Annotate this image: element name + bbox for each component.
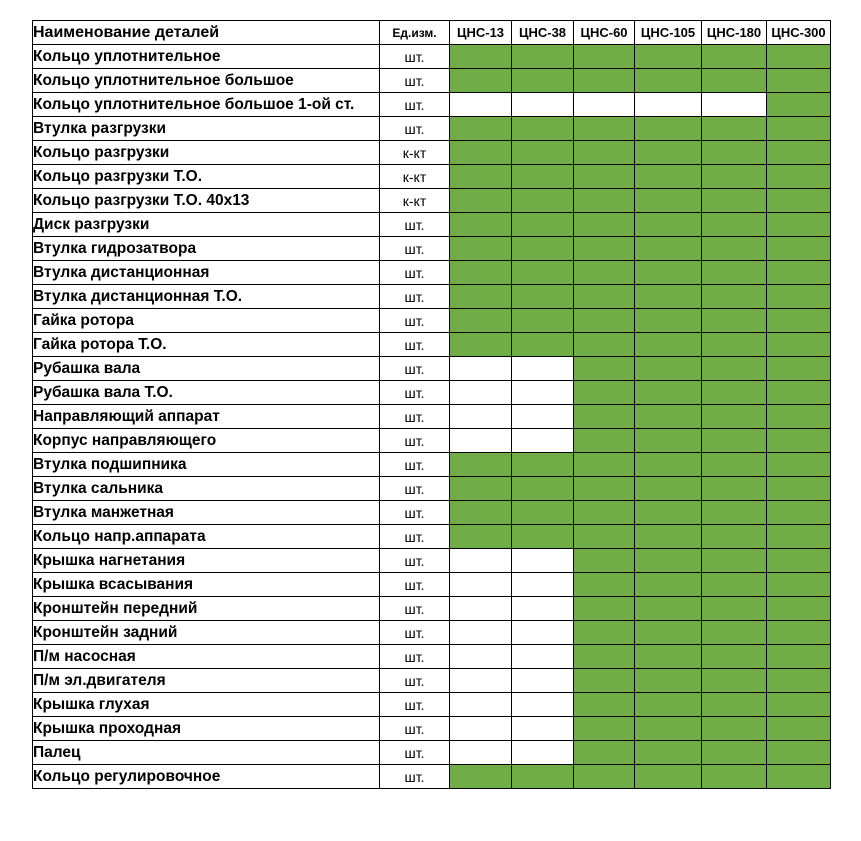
availability-cell [635,357,702,381]
availability-cell [767,189,831,213]
availability-cell [574,573,635,597]
availability-cell [702,213,767,237]
part-name: Крышка глухая [33,693,380,717]
part-name: Кольцо уплотнительное большое 1-ой ст. [33,93,380,117]
column-header-model: ЦНС-60 [574,21,635,45]
availability-cell [767,741,831,765]
availability-cell [702,501,767,525]
part-unit: шт. [380,501,450,525]
availability-cell [767,69,831,93]
availability-cell [512,405,574,429]
part-name: Гайка ротора [33,309,380,333]
table-row [33,429,831,453]
availability-cell [574,621,635,645]
table-row [33,549,831,573]
part-unit: шт. [380,285,450,309]
availability-cell [574,765,635,789]
availability-cell [635,477,702,501]
part-unit: шт. [380,765,450,789]
availability-cell [635,549,702,573]
availability-cell [450,477,512,501]
part-name: Втулка разгрузки [33,117,380,141]
availability-cell [574,45,635,69]
availability-cell [512,765,574,789]
availability-cell [512,693,574,717]
part-unit: шт. [380,597,450,621]
availability-cell [702,645,767,669]
part-name: Втулка гидрозатвора [33,237,380,261]
availability-cell [702,165,767,189]
availability-cell [635,381,702,405]
availability-cell [512,141,574,165]
availability-cell [512,573,574,597]
availability-cell [450,165,512,189]
part-name: Кольцо разгрузки Т.О. [33,165,380,189]
availability-cell [635,693,702,717]
availability-cell [702,237,767,261]
availability-cell [512,237,574,261]
availability-cell [767,405,831,429]
availability-cell [574,597,635,621]
table-row [33,285,831,309]
availability-cell [702,333,767,357]
table-row [33,765,831,789]
availability-cell [450,573,512,597]
availability-cell [512,621,574,645]
availability-cell [635,501,702,525]
availability-cell [702,741,767,765]
availability-cell [767,261,831,285]
availability-cell [512,717,574,741]
availability-cell [635,69,702,93]
table-row [33,189,831,213]
availability-cell [702,765,767,789]
availability-cell [767,549,831,573]
table-row [33,45,831,69]
part-unit: шт. [380,525,450,549]
availability-cell [767,429,831,453]
part-name: Кольцо разгрузки [33,141,380,165]
part-name: Крышка нагнетания [33,549,380,573]
availability-cell [702,717,767,741]
part-unit: шт. [380,45,450,69]
availability-cell [512,285,574,309]
availability-cell [635,237,702,261]
table-row [33,597,831,621]
availability-cell [512,453,574,477]
availability-cell [574,141,635,165]
availability-cell [512,669,574,693]
availability-cell [767,621,831,645]
part-unit: шт. [380,669,450,693]
table-row [33,381,831,405]
part-name: Рубашка вала Т.О. [33,381,380,405]
part-name: Рубашка вала [33,357,380,381]
availability-cell [450,525,512,549]
part-name: Втулка сальника [33,477,380,501]
availability-cell [702,693,767,717]
part-unit: шт. [380,429,450,453]
availability-cell [450,765,512,789]
availability-cell [635,261,702,285]
availability-cell [635,213,702,237]
table-row [33,309,831,333]
availability-cell [702,189,767,213]
availability-cell [450,645,512,669]
column-header-model: ЦНС-105 [635,21,702,45]
availability-cell [702,381,767,405]
parts-availability-table [32,20,831,789]
part-unit: шт. [380,93,450,117]
part-unit: шт. [380,69,450,93]
part-unit: к-кт [380,165,450,189]
part-name: Кольцо разгрузки Т.О. 40х13 [33,189,380,213]
part-unit: шт. [380,621,450,645]
availability-cell [450,213,512,237]
availability-cell [574,357,635,381]
part-unit: к-кт [380,189,450,213]
availability-cell [767,525,831,549]
availability-cell [450,141,512,165]
availability-cell [574,741,635,765]
availability-cell [702,477,767,501]
availability-cell [574,285,635,309]
part-name: П/м насосная [33,645,380,669]
availability-cell [574,117,635,141]
availability-cell [767,477,831,501]
table-row [33,669,831,693]
availability-cell [635,717,702,741]
part-unit: шт. [380,357,450,381]
availability-cell [512,741,574,765]
availability-cell [450,93,512,117]
table-row [33,477,831,501]
availability-cell [450,309,512,333]
availability-cell [635,165,702,189]
availability-cell [767,645,831,669]
availability-cell [512,645,574,669]
availability-cell [574,333,635,357]
availability-cell [635,189,702,213]
availability-cell [767,213,831,237]
availability-cell [702,93,767,117]
availability-cell [450,45,512,69]
part-name: Втулка дистанционная [33,261,380,285]
availability-cell [702,309,767,333]
availability-cell [574,477,635,501]
availability-cell [574,669,635,693]
part-name: Кольцо уплотнительное [33,45,380,69]
availability-cell [702,429,767,453]
availability-cell [767,237,831,261]
table-row [33,213,831,237]
part-unit: шт. [380,261,450,285]
column-header-model: ЦНС-38 [512,21,574,45]
availability-cell [702,69,767,93]
availability-cell [767,717,831,741]
availability-cell [702,405,767,429]
table-row [33,93,831,117]
availability-cell [702,669,767,693]
availability-cell [635,525,702,549]
availability-cell [512,213,574,237]
column-header-model: ЦНС-300 [767,21,831,45]
column-header-name: Наименование деталей [33,21,380,45]
availability-cell [767,333,831,357]
availability-cell [450,501,512,525]
availability-cell [767,669,831,693]
availability-cell [702,549,767,573]
availability-cell [702,45,767,69]
availability-cell [767,501,831,525]
availability-cell [702,573,767,597]
table-row [33,261,831,285]
availability-cell [450,237,512,261]
availability-cell [512,549,574,573]
table-row [33,333,831,357]
table-row [33,117,831,141]
availability-cell [702,357,767,381]
table-row [33,141,831,165]
availability-cell [512,333,574,357]
availability-cell [450,189,512,213]
availability-cell [450,429,512,453]
availability-cell [450,669,512,693]
availability-cell [767,141,831,165]
availability-cell [574,237,635,261]
availability-cell [450,261,512,285]
availability-cell [635,309,702,333]
availability-cell [702,141,767,165]
availability-cell [767,453,831,477]
availability-cell [767,285,831,309]
availability-cell [512,117,574,141]
availability-cell [574,309,635,333]
table-row [33,453,831,477]
availability-cell [512,381,574,405]
availability-cell [635,597,702,621]
availability-cell [635,669,702,693]
availability-cell [512,597,574,621]
part-unit: шт. [380,381,450,405]
availability-cell [574,717,635,741]
part-unit: шт. [380,645,450,669]
availability-cell [702,285,767,309]
part-name: Палец [33,741,380,765]
table-row [33,717,831,741]
availability-cell [450,285,512,309]
availability-cell [450,69,512,93]
availability-cell [702,525,767,549]
availability-cell [574,189,635,213]
availability-cell [635,765,702,789]
availability-cell [635,141,702,165]
availability-cell [450,693,512,717]
part-unit: шт. [380,573,450,597]
availability-cell [767,309,831,333]
header-row [33,21,831,45]
part-name: Втулка манжетная [33,501,380,525]
availability-cell [574,405,635,429]
part-name: Гайка ротора Т.О. [33,333,380,357]
part-name: Втулка дистанционная Т.О. [33,285,380,309]
availability-cell [574,165,635,189]
table-row [33,357,831,381]
availability-cell [702,117,767,141]
availability-cell [767,765,831,789]
part-name: Кольцо уплотнительное большое [33,69,380,93]
table-row [33,741,831,765]
availability-cell [450,717,512,741]
availability-cell [574,93,635,117]
availability-cell [512,189,574,213]
availability-cell [767,165,831,189]
availability-cell [450,333,512,357]
availability-cell [635,573,702,597]
availability-cell [635,93,702,117]
column-header-unit: Ед.изм. [380,21,450,45]
availability-cell [512,525,574,549]
availability-cell [574,453,635,477]
availability-cell [767,117,831,141]
availability-cell [635,645,702,669]
availability-cell [450,549,512,573]
part-unit: шт. [380,477,450,501]
availability-cell [512,429,574,453]
table-row [33,501,831,525]
availability-cell [574,261,635,285]
availability-cell [767,693,831,717]
availability-cell [574,381,635,405]
availability-cell [512,261,574,285]
part-name: Кронштейн передний [33,597,380,621]
table-row [33,525,831,549]
availability-cell [512,93,574,117]
availability-cell [635,621,702,645]
column-header-model: ЦНС-13 [450,21,512,45]
part-name: Кронштейн задний [33,621,380,645]
availability-cell [574,693,635,717]
availability-cell [450,621,512,645]
availability-cell [450,453,512,477]
part-name: Втулка подшипника [33,453,380,477]
part-name: Кольцо напр.аппарата [33,525,380,549]
part-unit: шт. [380,741,450,765]
availability-cell [574,549,635,573]
part-name: Кольцо регулировочное [33,765,380,789]
table-row [33,645,831,669]
availability-cell [574,645,635,669]
availability-cell [767,45,831,69]
part-unit: шт. [380,717,450,741]
availability-cell [574,69,635,93]
availability-cell [767,597,831,621]
availability-cell [702,261,767,285]
availability-cell [450,381,512,405]
availability-cell [702,453,767,477]
table-row [33,573,831,597]
table-row [33,621,831,645]
part-unit: шт. [380,693,450,717]
availability-cell [635,453,702,477]
part-unit: шт. [380,309,450,333]
table-row [33,405,831,429]
availability-cell [512,165,574,189]
availability-cell [450,405,512,429]
availability-cell [512,357,574,381]
availability-cell [450,357,512,381]
availability-cell [450,597,512,621]
availability-cell [512,69,574,93]
part-name: П/м эл.двигателя [33,669,380,693]
availability-cell [635,429,702,453]
part-unit: к-кт [380,141,450,165]
part-name: Крышка всасывания [33,573,380,597]
availability-cell [574,429,635,453]
table-row [33,165,831,189]
availability-cell [512,477,574,501]
part-unit: шт. [380,117,450,141]
availability-cell [512,45,574,69]
part-name: Крышка проходная [33,717,380,741]
availability-cell [767,381,831,405]
part-name: Диск разгрузки [33,213,380,237]
availability-cell [574,525,635,549]
part-unit: шт. [380,453,450,477]
availability-cell [635,405,702,429]
part-name: Направляющий аппарат [33,405,380,429]
availability-cell [702,621,767,645]
availability-cell [635,45,702,69]
table-row [33,69,831,93]
availability-cell [635,117,702,141]
availability-cell [767,357,831,381]
part-unit: шт. [380,405,450,429]
part-name: Корпус направляющего [33,429,380,453]
part-unit: шт. [380,549,450,573]
availability-cell [702,597,767,621]
availability-cell [574,501,635,525]
availability-cell [635,333,702,357]
availability-cell [635,741,702,765]
availability-cell [512,309,574,333]
column-header-model: ЦНС-180 [702,21,767,45]
availability-cell [512,501,574,525]
table-row [33,693,831,717]
availability-cell [574,213,635,237]
availability-cell [767,573,831,597]
table-row [33,237,831,261]
availability-cell [450,117,512,141]
availability-cell [635,285,702,309]
part-unit: шт. [380,333,450,357]
availability-cell [767,93,831,117]
availability-cell [450,741,512,765]
part-unit: шт. [380,237,450,261]
part-unit: шт. [380,213,450,237]
